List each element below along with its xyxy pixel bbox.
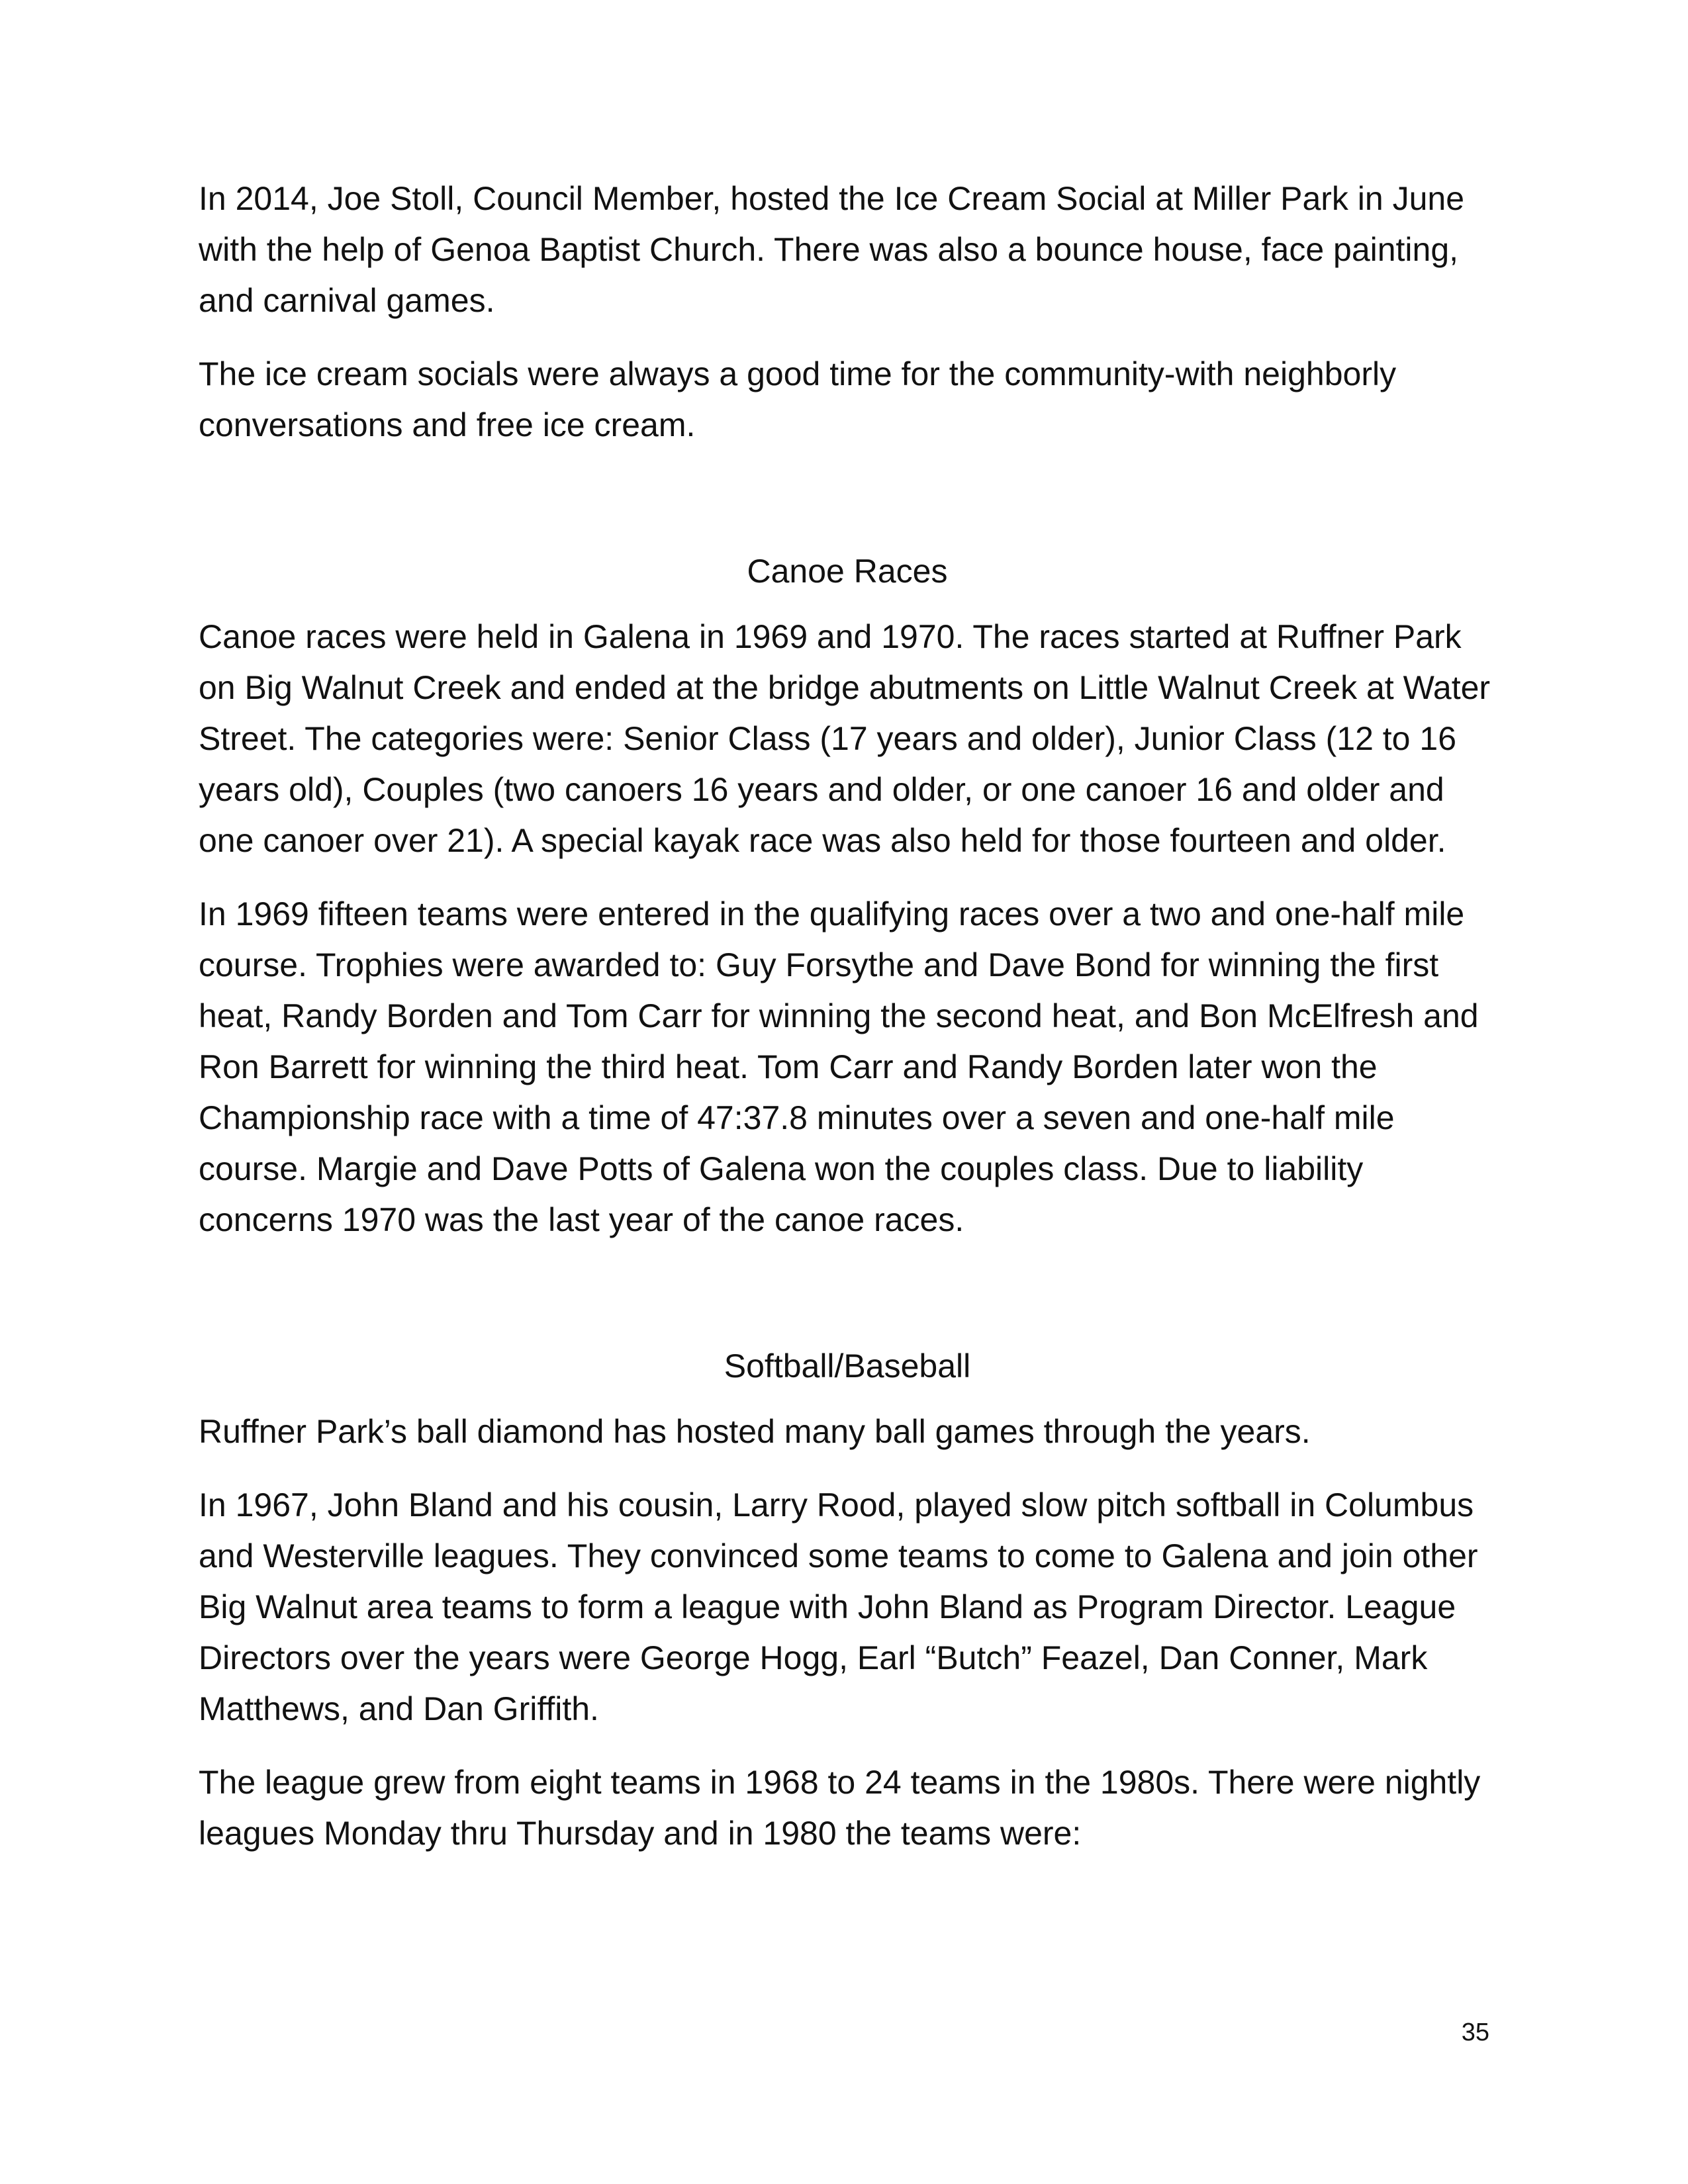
softball-baseball-heading: Softball/Baseball — [724, 1347, 971, 1385]
league-growth-paragraph: The league grew from eight teams in 1968 to 24 teams in the 1980s. There were nightly leagues Monday thru Thursday and in 1980 the teams were: — [199, 1764, 1481, 1852]
ice-cream-social-paragraph: In 2014, Joe Stoll, Council Member, hosted the Ice Cream Social at Miller Park in June with the help of Genoa Baptist Church. There was also a bounce house, face painting, and carnival games. — [199, 180, 1465, 319]
league-history-paragraph: In 1967, John Bland and his cousin, Larry Rood, played slow pitch softball in Columbus and Westerville leagues. They convinced some teams to come to Galena and join other Big Walnut area teams to form a league with John Bland as Program Director. League Directors over the years were George Hogg, Earl “Butch” Feazel, Dan Conner, Mark Matthews, and Dan Griffith. — [199, 1486, 1478, 1727]
section-spacer — [199, 1268, 1496, 1341]
section-spacer — [199, 473, 1496, 546]
canoe-races-intro-paragraph: Canoe races were held in Galena in 1969 and 1970. The races started at Ruffner Park on Big Walnut Creek and ended at the bridge abutments on Little Walnut Creek at Water Street. The categories were: Senior Class (17 years and older), Junior Class (12 to 16 years old), Couples (two canoers 16 years and older, or one canoer 16 and older and one canoer over 21). A special kayak race was also held for those fourteen and older. — [199, 618, 1491, 859]
page-number: 35 — [1461, 2019, 1489, 2046]
ice-cream-summary-paragraph: The ice cream socials were always a good time for the community-with neighborly conversations and free ice cream. — [199, 355, 1397, 443]
ball-diamond-paragraph: Ruffner Park’s ball diamond has hosted many ball games through the years. — [199, 1413, 1311, 1450]
canoe-races-1969-paragraph: In 1969 fifteen teams were entered in the qualifying races over a two and one-half mile course. Trophies were awarded to: Guy Forsythe and Dave Bond for winning the first heat, Randy Borden and Tom Carr for winning the second heat, and Bon McElfresh and Ron Barrett for winning the third heat. Tom Carr and Randy Borden later won the Championship race with a time of 47:37.8 minutes over a seven and one-half mile course. Margie and Dave Potts of Galena won the couples class. Due to liability concerns 1970 was the last year of the canoe races. — [199, 895, 1479, 1238]
canoe-races-heading: Canoe Races — [747, 553, 948, 590]
page-content — [199, 173, 1496, 1882]
